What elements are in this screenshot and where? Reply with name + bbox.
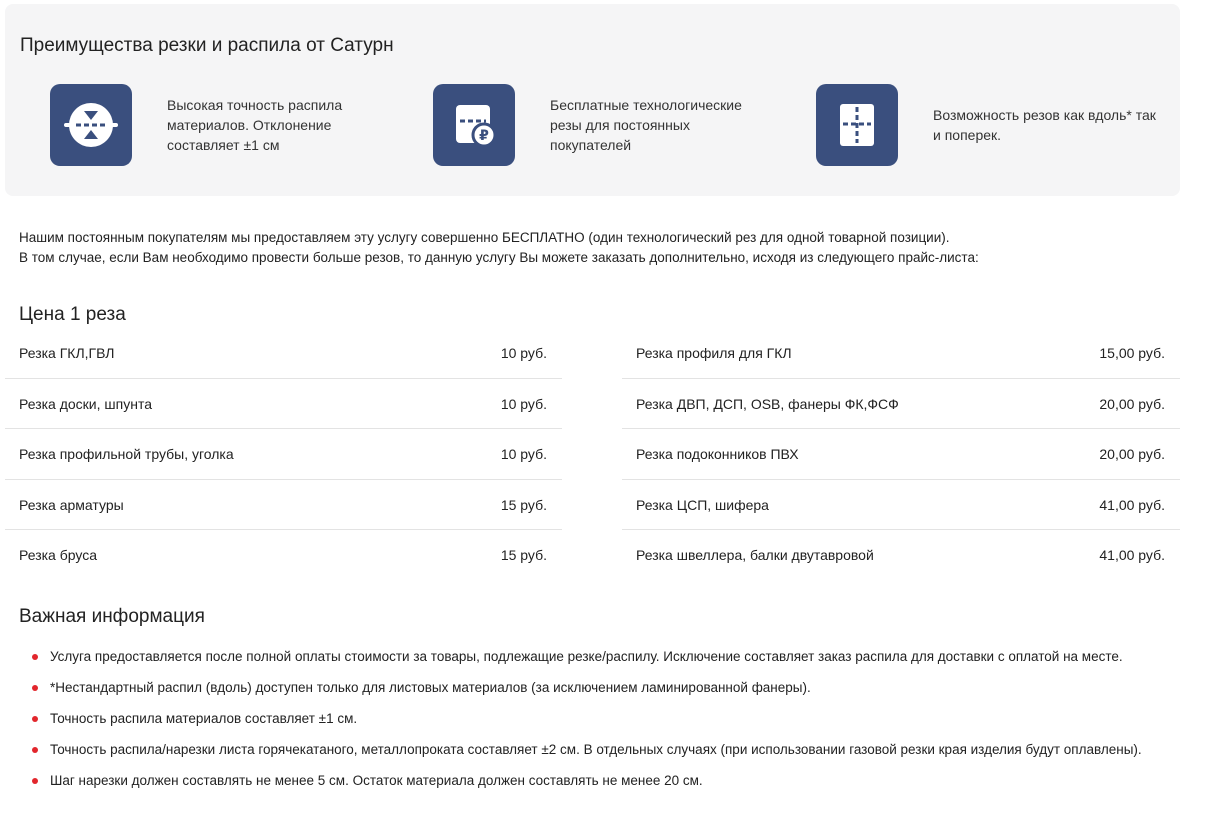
price-name: Резка профильной трубы, уголка: [19, 446, 234, 462]
price-value: 10 руб.: [500, 395, 547, 412]
info-text: Точность распила материалов составляет ±1 см.: [50, 711, 358, 726]
list-item: [32, 740, 1182, 760]
price-value: 20,00 руб.: [1099, 395, 1165, 412]
price-list-right: [622, 328, 1180, 581]
price-name: Резка швеллера, балки двутавровой: [636, 547, 874, 563]
table-row: [5, 480, 562, 531]
intro-line-2: В том случае, если Вам необходимо провести больше резов, то данную услугу Вы можете заказать дополнительно, исходя из следующего прайс-листа:: [19, 250, 979, 265]
list-item: [32, 647, 1182, 667]
price-name: Резка ЦСП, шифера: [636, 496, 769, 513]
price-value: 15 руб.: [500, 547, 547, 563]
price-value: 10 руб.: [500, 345, 547, 361]
precision-cut-icon: [50, 84, 132, 166]
bullet-icon: [32, 778, 38, 784]
svg-text:₽: ₽: [479, 128, 489, 144]
table-row: [5, 328, 562, 379]
info-text: Шаг нарезки должен составлять не менее 5 см. Остаток материала должен составлять не менее 20 см.: [50, 773, 703, 788]
table-row: [622, 480, 1180, 531]
list-item: [32, 678, 1182, 698]
price-name: Резка доски, шпунта: [19, 395, 152, 412]
bullet-icon: [32, 685, 38, 691]
free-cut-ruble-icon: [433, 84, 515, 166]
price-name: Резка бруса: [19, 547, 98, 563]
table-row: [622, 328, 1180, 379]
price-value: 15 руб.: [500, 496, 547, 513]
table-row: [5, 429, 562, 480]
advantage-item-precision: [50, 84, 390, 166]
price-name: Резка подоконников ПВХ: [636, 446, 799, 462]
advantage-text-precision: Высокая точность распила материалов. Отклонение составляет ±1 см: [167, 97, 343, 153]
advantages-title: Преимущества резки и распила от Сатурн: [20, 35, 394, 56]
info-text: *Нестандартный распил (вдоль) доступен только для листовых материалов (за исключением ламинированной фанеры).: [50, 680, 811, 695]
table-row: [622, 379, 1180, 430]
prices-title: Цена 1 реза: [19, 304, 126, 325]
price-name: Резка ДВП, ДСП, OSB, фанеры ФК,ФСФ: [636, 395, 899, 412]
info-title: Важная информация: [19, 606, 205, 627]
price-list-left: [5, 328, 562, 581]
table-row: [622, 429, 1180, 480]
intro-text: [19, 228, 979, 268]
price-value: 41,00 руб.: [1099, 547, 1165, 563]
advantage-item-direction: [816, 84, 1166, 166]
cross-cut-icon: [816, 84, 898, 166]
advantage-item-free: [433, 84, 773, 166]
list-item: [32, 709, 1182, 729]
bullet-icon: [32, 716, 38, 722]
info-text: Услуга предоставляется после полной оплаты стоимости за товары, подлежащие резке/распилу. Исключение составляет заказ распила для доставки с оплатой на месте.: [50, 649, 1123, 664]
price-value: 15,00 руб.: [1099, 345, 1165, 361]
table-row: [5, 379, 562, 430]
table-row: [5, 530, 562, 581]
advantage-text-direction: Возможность резов как вдоль* так и поперек.: [933, 107, 1156, 143]
bullet-icon: [32, 747, 38, 753]
price-value: 41,00 руб.: [1099, 496, 1165, 513]
info-text: Точность распила/нарезки листа горячекатаного, металлопроката составляет ±2 см. В отдельных случаях (при использовании газовой резки края изделия будут оплавлены).: [50, 742, 1142, 757]
list-item: [32, 771, 1182, 791]
price-value: 10 руб.: [500, 446, 547, 462]
price-name: Резка арматуры: [19, 496, 124, 513]
table-row: [622, 530, 1180, 581]
price-name: Резка ГКЛ,ГВЛ: [19, 345, 115, 361]
price-name: Резка профиля для ГКЛ: [636, 345, 792, 361]
intro-line-1: Нашим постоянным покупателям мы предоставляем эту услугу совершенно БЕСПЛАТНО (один технологический рез для одной товарной позиции).: [19, 230, 950, 245]
advantage-text-free: Бесплатные технологические резы для постоянных покупателей: [550, 97, 742, 153]
price-value: 20,00 руб.: [1099, 446, 1165, 462]
advantages-panel: [5, 4, 1180, 196]
bullet-icon: [32, 654, 38, 660]
info-list: [32, 647, 1182, 802]
